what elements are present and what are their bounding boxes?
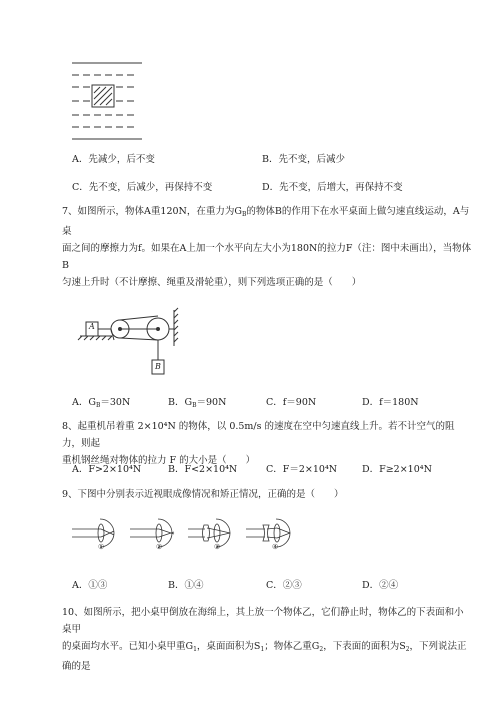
q8-option-c: C．F＝2×10⁴N <box>266 464 338 475</box>
q7-pulley-figure <box>78 310 188 382</box>
q7-option-a: A．$G_B=30N$ <box>72 397 131 409</box>
q9-label-2: ② <box>156 543 163 551</box>
q6-option-c: C．先不变，后减少，再保持不变 <box>72 182 213 193</box>
q9-label-4: ④ <box>272 543 279 551</box>
q6-option-d: D．先不变，后增大，再保持不变 <box>262 182 403 193</box>
q10-question: 10、如图所示，把小桌甲倒放在海绵上，其上放一个物体乙，它们静止时，物体乙的下表面和小桌甲 的桌面均水平。已知小桌甲重$G_1$，桌面面积为$S_1$；物体乙重$G_2$，下表面的面积为$S_2$，下列说法正确的是 <box>62 607 467 672</box>
q7-question: 7、如图所示，物体A重120N，在重力为$G_B$的物体B的作用下在水平桌面上做匀速直线运动，A与桌 面之间的摩擦力为f。如果在A上加一个水平向左大小为180N的拉力F（注：图中未画出），当物体B 匀速上升时（不计摩擦、绳重及滑轮重），则下列选项正确的是（ ） <box>62 206 472 288</box>
q9-label-1: ① <box>98 543 105 551</box>
q7-option-d: D．f＝180N <box>362 397 419 408</box>
q9-label-3: ③ <box>214 543 221 551</box>
q9-option-c: C．②③ <box>266 580 302 591</box>
q9-question: 9、下图中分别表示近视眼成像情况和矫正情况，正确的是（ ） <box>62 489 344 500</box>
q6-option-a: A．先减少，后不变 <box>72 154 155 165</box>
q7-label-a: A <box>89 322 95 331</box>
q7-option-b: B．$G_B=90N$ <box>168 397 227 409</box>
q7-option-c: C．f＝90N <box>266 397 317 408</box>
q7-label-b: B <box>155 362 161 371</box>
q6-option-b: B．先不变，后减少 <box>262 154 345 165</box>
q8-option-b: B．F<2×10⁴N <box>168 464 238 475</box>
q9-option-b: B．①④ <box>168 580 204 591</box>
q9-eye-diagrams <box>70 515 300 553</box>
q6-container-figure <box>60 55 150 145</box>
q8-question: 8、起重机吊着重 2×10⁴N 的物体，以 0.5m/s 的速度在空中匀速直线上升。若不计空气的阻力，则起 重机钢丝绳对物体的拉力 F 的大小是（ ） <box>62 421 455 466</box>
q8-option-a: A．F>2×10⁴N <box>72 464 142 475</box>
q9-option-a: A．①③ <box>72 580 108 591</box>
q8-option-d: D．F≥2×10⁴N <box>362 464 432 475</box>
q9-option-d: D．②④ <box>362 580 399 591</box>
